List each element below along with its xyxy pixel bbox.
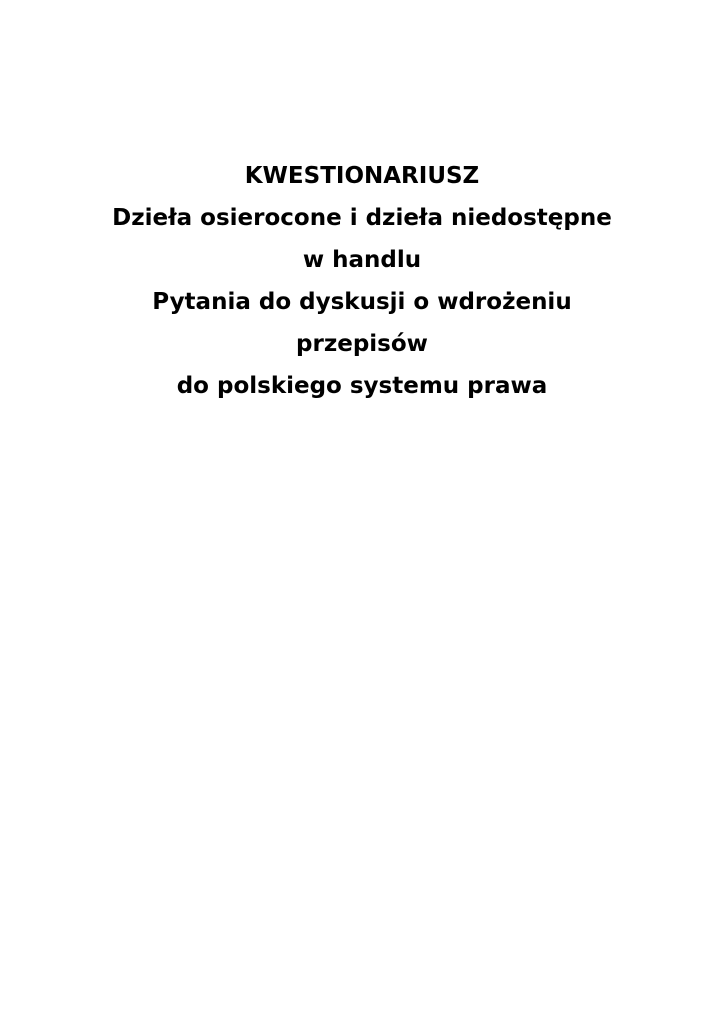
title-line-legal-system: do polskiego systemu prawa [176,373,548,399]
document-title [0,155,724,407]
title-line-questionnaire: KWESTIONARIUSZ [244,163,480,189]
title-line-provisions: przepisów [296,331,428,357]
title-line-orphan-works: Dzieła osierocone i dzieła niedostępne [112,205,612,231]
title-line-in-trade: w handlu [302,247,422,273]
title-line-discussion-questions: Pytania do dyskusji o wdrożeniu [152,289,572,315]
